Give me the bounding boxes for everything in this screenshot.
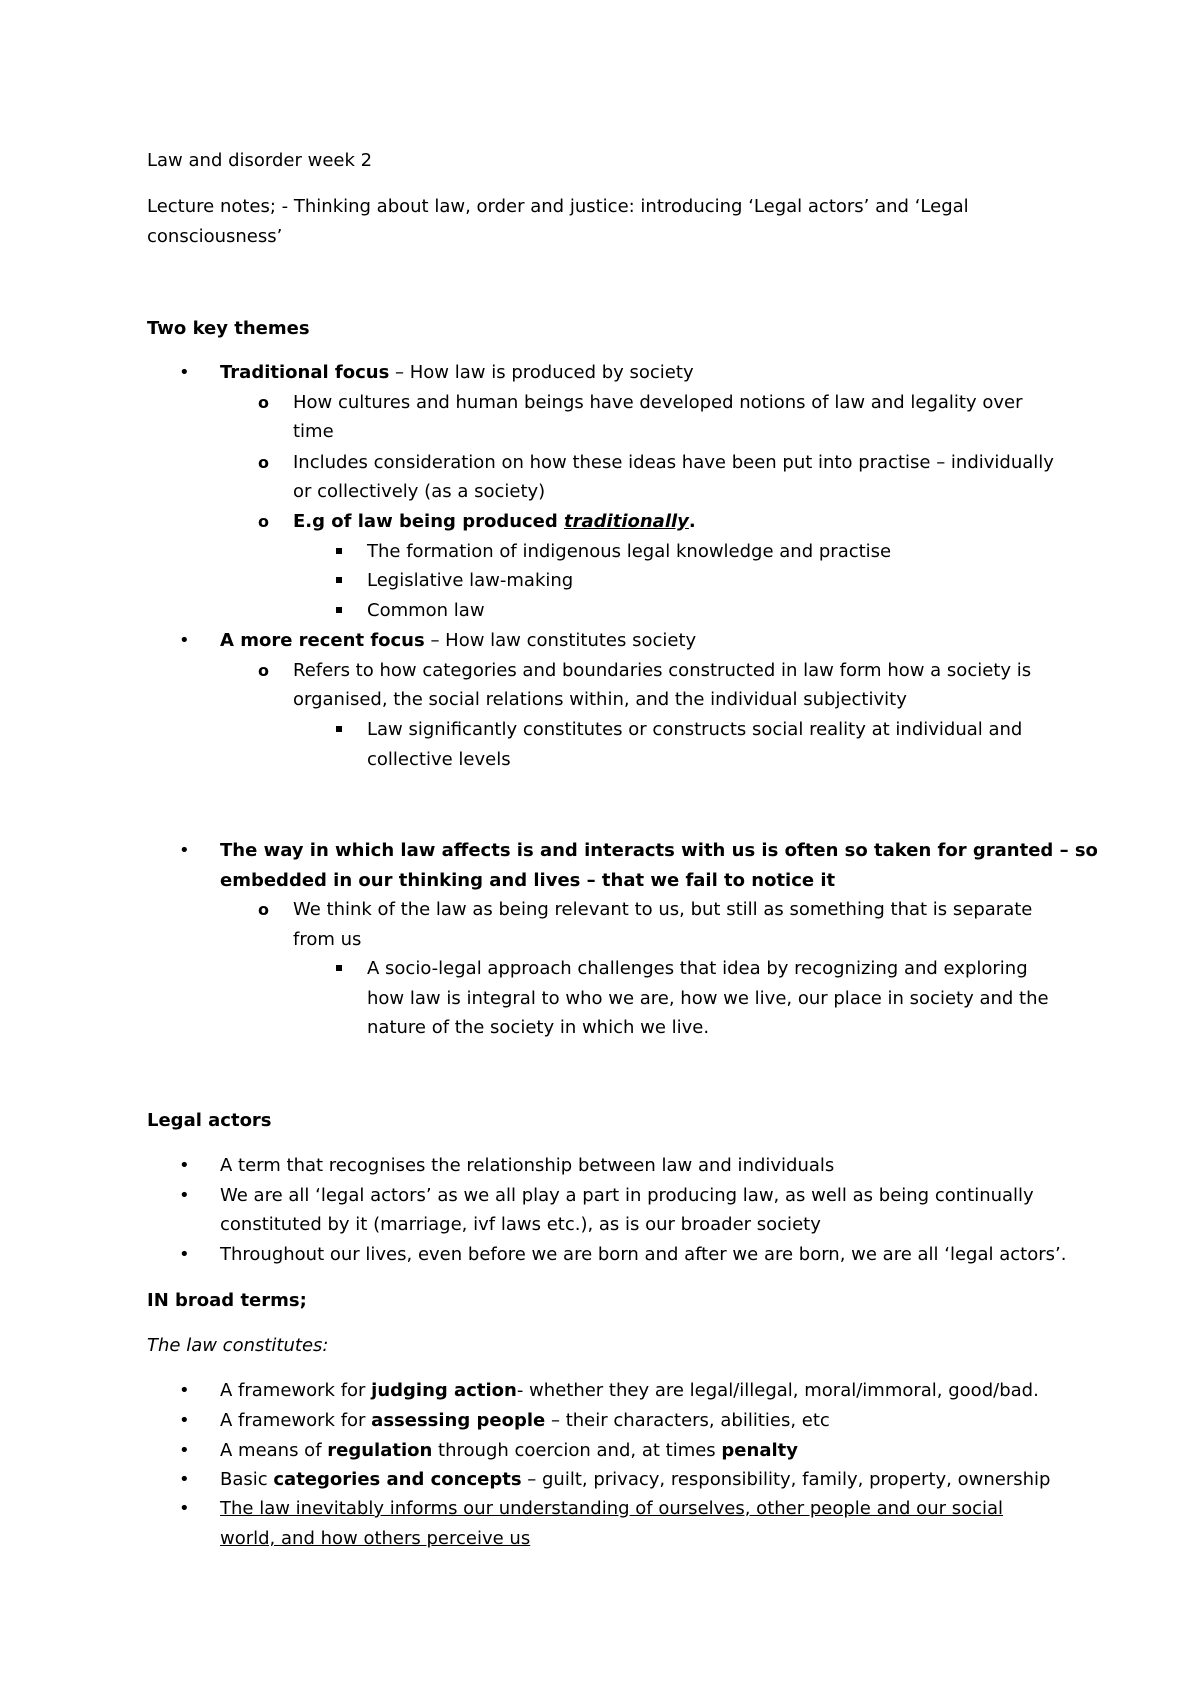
detail-line: how law is integral to who we are, how we live, our place in society and the [367, 988, 1049, 1009]
circle-bullet-icon: o [258, 900, 269, 919]
subtitle-line-2: consciousness’ [147, 226, 283, 247]
list-item-line: A term that recognises the relationship between law and individuals [220, 1155, 835, 1176]
square-bullet-icon [336, 570, 342, 592]
item-text: – How law constitutes society [424, 630, 697, 651]
sub-item-line: Includes consideration on how these ideas have been put into practise – individually [293, 452, 1054, 473]
section-heading-two-key-themes: Two key themes [147, 318, 310, 339]
item-text: – their characters, abilities, etc [545, 1410, 830, 1431]
item-bold-text: categories and concepts [273, 1469, 522, 1490]
list-item [220, 362, 694, 384]
detail-line: A socio-legal approach challenges that idea by recognizing and exploring [367, 958, 1028, 979]
item-bold-text: judging action [371, 1380, 517, 1401]
detail-line: Law significantly constitutes or constructs social reality at individual and [367, 719, 1023, 740]
item-text: – How law is produced by society [389, 362, 694, 383]
example-end: . [688, 511, 696, 532]
item-bold-text: assessing people [371, 1410, 546, 1431]
item-text: Basic [220, 1469, 274, 1490]
bullet-icon: • [179, 1380, 190, 1401]
subtitle-line-1: Lecture notes; - Thinking about law, order and justice: introducing ‘Legal actors’ and ‘Legal [147, 196, 969, 217]
section-heading-broad-terms: IN broad terms; [147, 1290, 307, 1311]
sub-item-line: Refers to how categories and boundaries constructed in law form how a society is [293, 660, 1032, 681]
square-bullet-icon [336, 541, 342, 563]
item-text: through coercion and, at times [432, 1440, 722, 1461]
item-bold-text: regulation [327, 1440, 433, 1461]
circle-bullet-icon: o [258, 393, 269, 412]
item-bold-text: Traditional focus [220, 362, 390, 383]
list-item [220, 1380, 1039, 1402]
list-item [220, 630, 696, 652]
item-bold-text: penalty [721, 1440, 798, 1461]
bullet-icon: • [179, 630, 190, 651]
item-text: – guilt, privacy, responsibility, family, property, ownership [521, 1469, 1051, 1490]
detail-line: nature of the society in which we live. [367, 1017, 710, 1038]
example-item: Common law [367, 600, 485, 621]
sub-item-line: How cultures and human beings have developed notions of law and legality over [293, 392, 1023, 413]
sub-item-example [293, 511, 696, 533]
circle-bullet-icon: o [258, 661, 269, 680]
list-item-line: We are all ‘legal actors’ as we all play a part in producing law, as well as being continually [220, 1185, 1034, 1206]
bullet-icon: • [179, 1469, 190, 1490]
bullet-icon: • [179, 1185, 190, 1206]
example-lead: E.g of law being produced [293, 511, 565, 532]
detail-line: collective levels [367, 749, 511, 770]
item-text: A means of [220, 1440, 328, 1461]
list-item [220, 1440, 798, 1462]
document-title: Law and disorder week 2 [147, 150, 373, 171]
list-item-line: constituted by it (marriage, ivf laws etc.), as is our broader society [220, 1214, 821, 1235]
sub-item-line: from us [293, 929, 362, 950]
bullet-icon: • [179, 1410, 190, 1431]
square-bullet-icon [336, 719, 342, 741]
square-bullet-icon [336, 958, 342, 980]
list-item-line: Throughout our lives, even before we are born and after we are born, we are all ‘legal actors’. [220, 1244, 1067, 1265]
bullet-icon: • [179, 1155, 190, 1176]
item-bold-text: A more recent focus [220, 630, 425, 651]
example-item: The formation of indigenous legal knowledge and practise [367, 541, 892, 562]
item-text: A framework for [220, 1380, 372, 1401]
sub-item-line: time [293, 421, 334, 442]
list-item [220, 1469, 1050, 1491]
example-item: Legislative law-making [367, 570, 574, 591]
sub-item-line: or collectively (as a society) [293, 481, 546, 502]
item-text: A framework for [220, 1410, 372, 1431]
list-item [220, 1410, 830, 1432]
section-heading-legal-actors: Legal actors [147, 1110, 272, 1131]
list-item-line: The law inevitably informs our understanding of ourselves, other people and our social [220, 1498, 1004, 1519]
circle-bullet-icon: o [258, 512, 269, 531]
example-emphasis: traditionally [564, 511, 689, 532]
sub-item-line: organised, the social relations within, and the individual subjectivity [293, 689, 907, 710]
section-subheading: The law constitutes: [147, 1335, 329, 1356]
bullet-icon: • [179, 362, 190, 383]
list-item-line: embedded in our thinking and lives – that we fail to notice it [220, 870, 836, 891]
list-item-line: The way in which law affects is and interacts with us is often so taken for granted – so [220, 840, 1098, 861]
circle-bullet-icon: o [258, 453, 269, 472]
bullet-icon: • [179, 1498, 190, 1519]
bullet-icon: • [179, 1440, 190, 1461]
bullet-icon: • [179, 1244, 190, 1265]
square-bullet-icon [336, 600, 342, 622]
sub-item-line: We think of the law as being relevant to us, but still as something that is separate [293, 899, 1033, 920]
item-text: - whether they are legal/illegal, moral/immoral, good/bad. [516, 1380, 1039, 1401]
list-item-line: world, and how others perceive us [220, 1528, 531, 1549]
bullet-icon: • [179, 840, 190, 861]
